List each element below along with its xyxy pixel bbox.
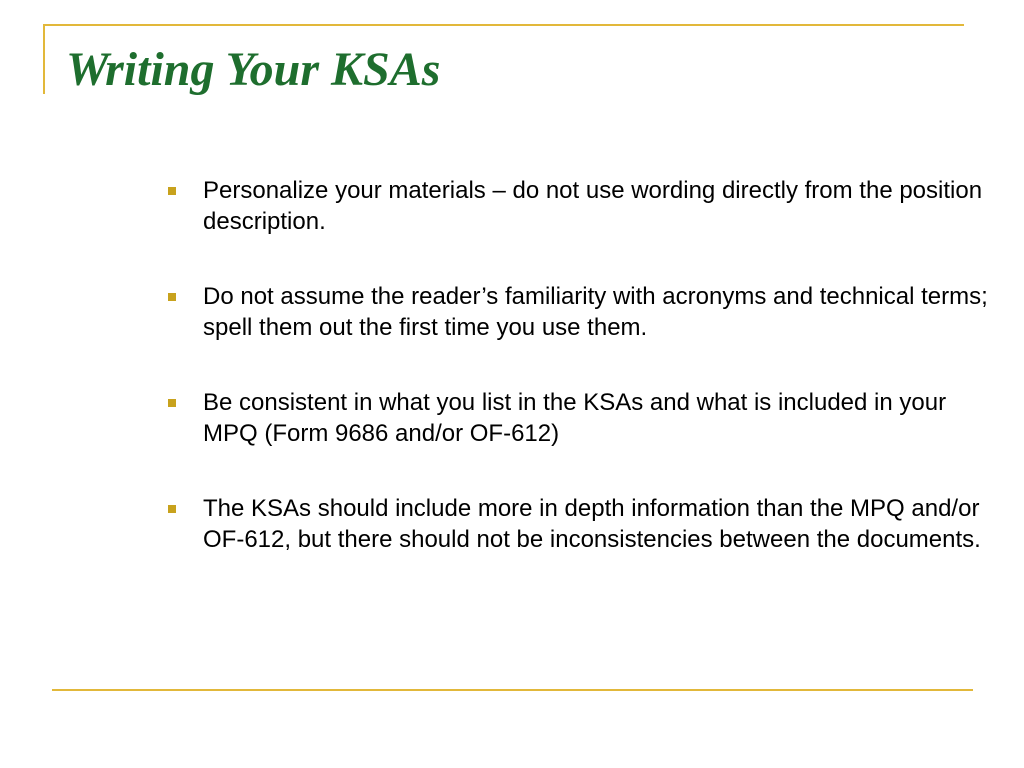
bullet-text: The KSAs should include more in depth information than the MPQ and/or OF-612, but there should not be inconsistencies between the documents. [203,495,981,553]
bullet-item [166,493,998,555]
bullet-item [166,281,998,343]
square-bullet-icon [168,187,176,195]
square-bullet-icon [168,505,176,513]
bullet-item [166,387,998,449]
bullet-list [166,175,998,599]
bottom-divider [52,689,973,691]
top-divider [43,24,964,26]
bullet-text: Do not assume the reader’s familiarity with acronyms and technical terms; spell them out the first time you use them. [203,283,988,341]
left-divider [43,24,45,94]
bullet-text: Personalize your materials – do not use wording directly from the position description. [203,177,983,235]
slide-title: Writing Your KSAs [66,43,441,96]
square-bullet-icon [168,399,176,407]
bullet-item [166,175,998,237]
bullet-text: Be consistent in what you list in the KSAs and what is included in your MPQ (Form 9686 and/or OF-612) [203,389,947,447]
square-bullet-icon [168,293,176,301]
